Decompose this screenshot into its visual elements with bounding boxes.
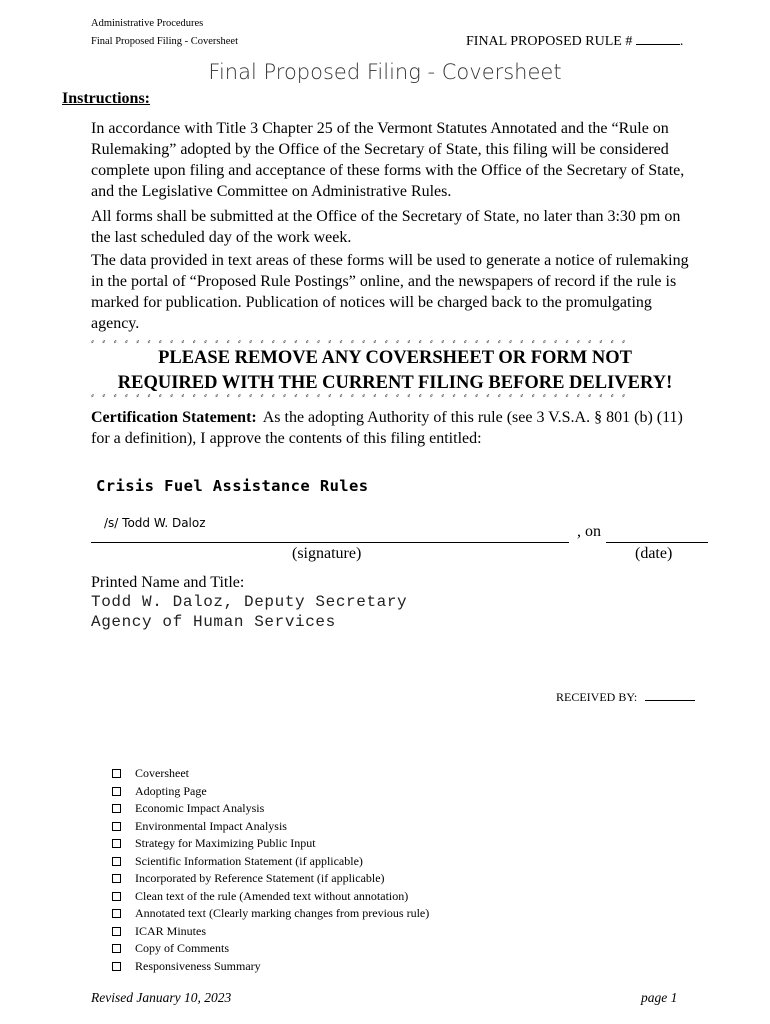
checklist-label: Annotated text (Clearly marking changes from previous rule): [135, 906, 430, 921]
certification-statement: [91, 407, 703, 449]
filing-checklist: [112, 765, 429, 975]
checklist-label: Environmental Impact Analysis: [135, 818, 287, 833]
checklist-label: Incorporated by Reference Statement (if applicable): [135, 871, 385, 886]
instructions-paragraph: The data provided in text areas of these forms will be used to generate a notice of rulemaking in the portal of “Proposed Rule Postings” online, and the newspapers of record if the rule is marked for publication. Publication of notices will be charged back to the promulgating agency.: [91, 252, 689, 332]
divider-dashes: ⸗⸗⸗⸗⸗⸗⸗⸗⸗⸗⸗⸗⸗⸗⸗⸗⸗⸗⸗⸗⸗⸗⸗⸗⸗⸗⸗⸗⸗⸗⸗⸗⸗⸗⸗⸗⸗⸗⸗⸗⸗⸗⸗⸗⸗⸗⸗⸗: [91, 338, 634, 344]
rule-number-blank: [636, 32, 680, 45]
checklist-label: Scientific Information Statement (if applicable): [135, 853, 363, 868]
checkbox[interactable]: [112, 804, 121, 813]
checklist-item: [112, 800, 429, 818]
checklist-item: [112, 818, 429, 836]
checklist-item: [112, 958, 429, 976]
footer-revised-date: Revised January 10, 2023: [91, 990, 232, 1005]
header-form-name: Final Proposed Filing - Coversheet: [91, 36, 238, 47]
rule-number-suffix: .: [679, 34, 684, 49]
checkbox[interactable]: [112, 962, 121, 971]
divider-dashes: ⸗⸗⸗⸗⸗⸗⸗⸗⸗⸗⸗⸗⸗⸗⸗⸗⸗⸗⸗⸗⸗⸗⸗⸗⸗⸗⸗⸗⸗⸗⸗⸗⸗⸗⸗⸗⸗⸗⸗⸗⸗⸗⸗⸗⸗⸗⸗⸗: [91, 392, 634, 398]
warning-line: REQUIRED WITH THE CURRENT FILING BEFORE DELIVERY!: [117, 373, 673, 393]
checklist-label: Strategy for Maximizing Public Input: [135, 836, 316, 851]
checkbox[interactable]: [112, 944, 121, 953]
received-by-label: RECEIVED BY:: [556, 690, 638, 704]
on-text: , on: [577, 523, 601, 540]
printed-name-label: Printed Name and Title:: [91, 574, 245, 591]
checklist-label: Economic Impact Analysis: [135, 801, 265, 816]
checklist-label: Copy of Comments: [135, 941, 230, 956]
received-by: [556, 690, 695, 705]
checkbox[interactable]: [112, 769, 121, 778]
warning-line: PLEASE REMOVE ANY COVERSHEET OR FORM NOT: [158, 348, 632, 368]
received-by-blank: [645, 690, 695, 701]
instructions-paragraph: All forms shall be submitted at the Office of the Secretary of State, no later than 3:30 pm on the last scheduled day of the work week.: [91, 208, 681, 246]
header-agency: Administrative Procedures: [91, 18, 204, 29]
checkbox[interactable]: [112, 822, 121, 831]
checklist-item: [112, 835, 429, 853]
date-field[interactable]: [606, 542, 708, 543]
checklist-label: Responsiveness Summary: [135, 958, 261, 973]
warning-notice: [70, 346, 720, 396]
certification-label: Certification Statement:: [91, 409, 257, 426]
instructions-heading: Instructions:: [62, 90, 151, 107]
checkbox[interactable]: [112, 927, 121, 936]
printed-title-field[interactable]: Agency of Human Services: [91, 613, 336, 631]
checklist-item: [112, 870, 429, 888]
checklist-item: [112, 940, 429, 958]
header-rule-number: [466, 32, 683, 50]
signature-label: (signature): [292, 545, 362, 562]
checklist-label: ICAR Minutes: [135, 923, 207, 938]
checkbox[interactable]: [112, 787, 121, 796]
checklist-label: Adopting Page: [135, 783, 207, 798]
checklist-label: Coversheet: [135, 766, 189, 781]
rule-number-label: FINAL PROPOSED RULE #: [466, 34, 633, 49]
checklist-item: [112, 888, 429, 906]
checklist-item: [112, 923, 429, 941]
checklist-item: [112, 783, 429, 801]
checkbox[interactable]: [112, 909, 121, 918]
checkbox[interactable]: [112, 839, 121, 848]
page-title: Final Proposed Filing - Coversheet: [208, 60, 562, 84]
checkbox[interactable]: [112, 892, 121, 901]
checkbox[interactable]: [112, 857, 121, 866]
signature-line: [91, 542, 569, 543]
instructions-paragraph: In accordance with Title 3 Chapter 25 of the Vermont Statutes Annotated and the “Rule on Rulemaking” adopted by the Office of the Secretary of State, this filing will be considered complete upon filing and acceptance of these forms with the Office of the Secretary of State, and the Legislative Committee on Administrative Rules.: [91, 120, 685, 200]
rule-title-field[interactable]: Crisis Fuel Assistance Rules: [96, 477, 369, 495]
printed-name-field[interactable]: Todd W. Daloz, Deputy Secretary: [91, 593, 408, 611]
signature-field[interactable]: /s/ Todd W. Daloz: [104, 516, 206, 530]
checklist-item: [112, 765, 429, 783]
certification-text: As the adopting Authority of this rule (see 3 V.S.A. § 801 (b) (11) for a definition), I approve the contents of this filing entitled:: [91, 409, 683, 447]
checkbox[interactable]: [112, 874, 121, 883]
checklist-item: [112, 905, 429, 923]
checklist-item: [112, 853, 429, 871]
date-label: (date): [635, 545, 673, 562]
checklist-label: Clean text of the rule (Amended text without annotation): [135, 888, 409, 903]
footer-page-number: page 1: [641, 990, 678, 1005]
